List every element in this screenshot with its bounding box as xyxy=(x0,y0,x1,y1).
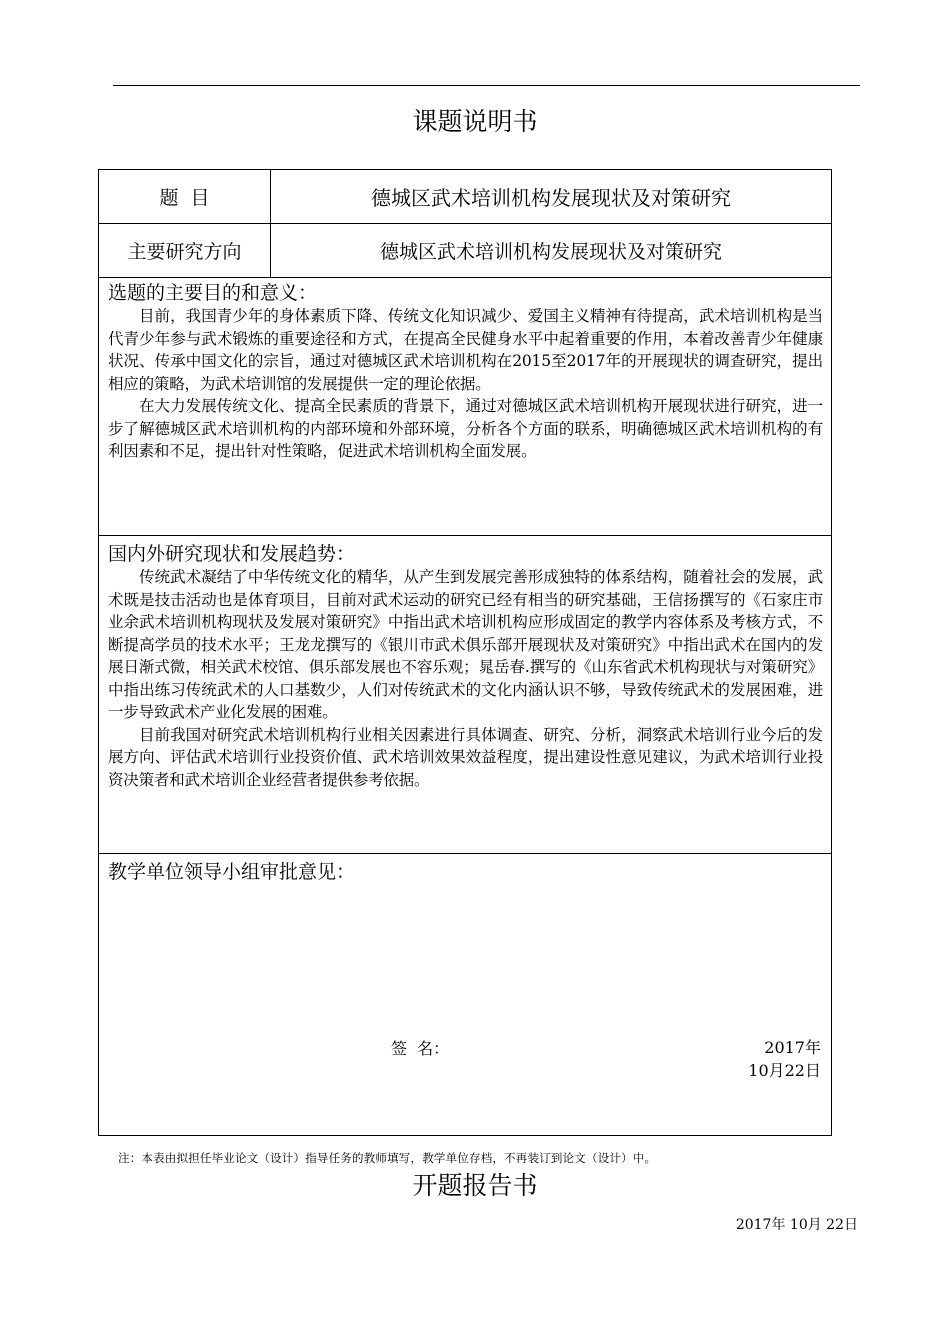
purpose-section xyxy=(99,278,832,536)
topic-value: 德城区武术培训机构发展现状及对策研究 xyxy=(271,170,832,224)
approval-date-day: 10月22日 xyxy=(748,1061,821,1080)
purpose-paragraph-2: 在大力发展传统文化、提高全民素质的背景下，通过对德城区武术培训机构开展现状进行研究，进一步了解德城区武术培训机构的内部环境和外部环境，分析各个方面的联系，明确德城区武术培训机构的有利因素和不足，提出针对性策略，促进武术培训机构全面发展。 xyxy=(108,397,823,460)
report-date: 2017年 10月 22日 xyxy=(735,1217,858,1233)
approval-date xyxy=(748,1036,821,1082)
report-title: 开题报告书 xyxy=(412,1171,538,1200)
approval-date-year: 2017年 xyxy=(764,1038,821,1057)
status-section xyxy=(99,536,832,854)
status-paragraph-2: 目前我国对研究武术培训机构行业相关因素进行具体调查、研究、分析，洞察武术培训行业今后的发展方向、评估武术培训行业投资价值、武术培训效果效益程度，提出建设性意见建议，为武术培训行业投资决策者和武术培训企业经营者提供参考依据。 xyxy=(108,725,823,789)
approval-section xyxy=(99,854,832,1136)
approval-heading: 教学单位领导小组审批意见： xyxy=(108,861,356,883)
direction-value: 德城区武术培训机构发展现状及对策研究 xyxy=(271,224,832,278)
document-title: 课题说明书 xyxy=(412,107,538,136)
purpose-heading: 选题的主要目的和意义： xyxy=(108,282,318,304)
footnote: 注：本表由拟担任毕业论文（设计）指导任务的教师填写，教学单位存档，不再装订到论文（设计）中。 xyxy=(118,1151,657,1165)
signature-label: 签 名： xyxy=(391,1039,450,1058)
status-heading: 国内外研究现状和发展趋势： xyxy=(108,543,356,565)
topic-label: 题 目 xyxy=(99,170,271,224)
status-paragraph-1: 传统武术凝结了中华传统文化的精华，从产生到发展完善形成独特的体系结构，随着社会的发展，武术既是技击活动也是体育项目，目前对武术运动的研究已经有相当的研究基础，王信扬撰写的《石家庄市业余武术培训机构现状及发展对策研究》中指出武术培训机构应形成固定的教学内容体系及考核方式，不断提高学员的技术水平；王龙龙撰写的《银川市武术俱乐部开展现状及对策研究》中指出武术在国内的发展日渐式微，相关武术校馆、俱乐部发展也不容乐观；晁岳春.撰写的《山东省武术机构现状与对策研究》中指出练习传统武术的人口基数少，人们对传统武术的文化内涵认识不够，导致传统武术的发展困难，进一步导致武术产业化发展的困难。 xyxy=(108,568,823,721)
top-divider xyxy=(113,85,860,86)
direction-label: 主要研究方向 xyxy=(99,224,271,278)
purpose-paragraph-1: 目前，我国青少年的身体素质下降、传统文化知识减少、爱国主义精神有待提高，武术培训机构是当代青少年参与武术锻炼的重要途径和方式，在提高全民健身水平中起着重要的作用，本着改善青少年健康状况、传承中国文化的宗旨，通过对德城区武术培训机构在2015至2017年的开展现状的调查研究，提出相应的策略，为武术培训馆的发展提供一定的理论依据。 xyxy=(108,307,823,393)
topic-form xyxy=(98,169,832,1136)
